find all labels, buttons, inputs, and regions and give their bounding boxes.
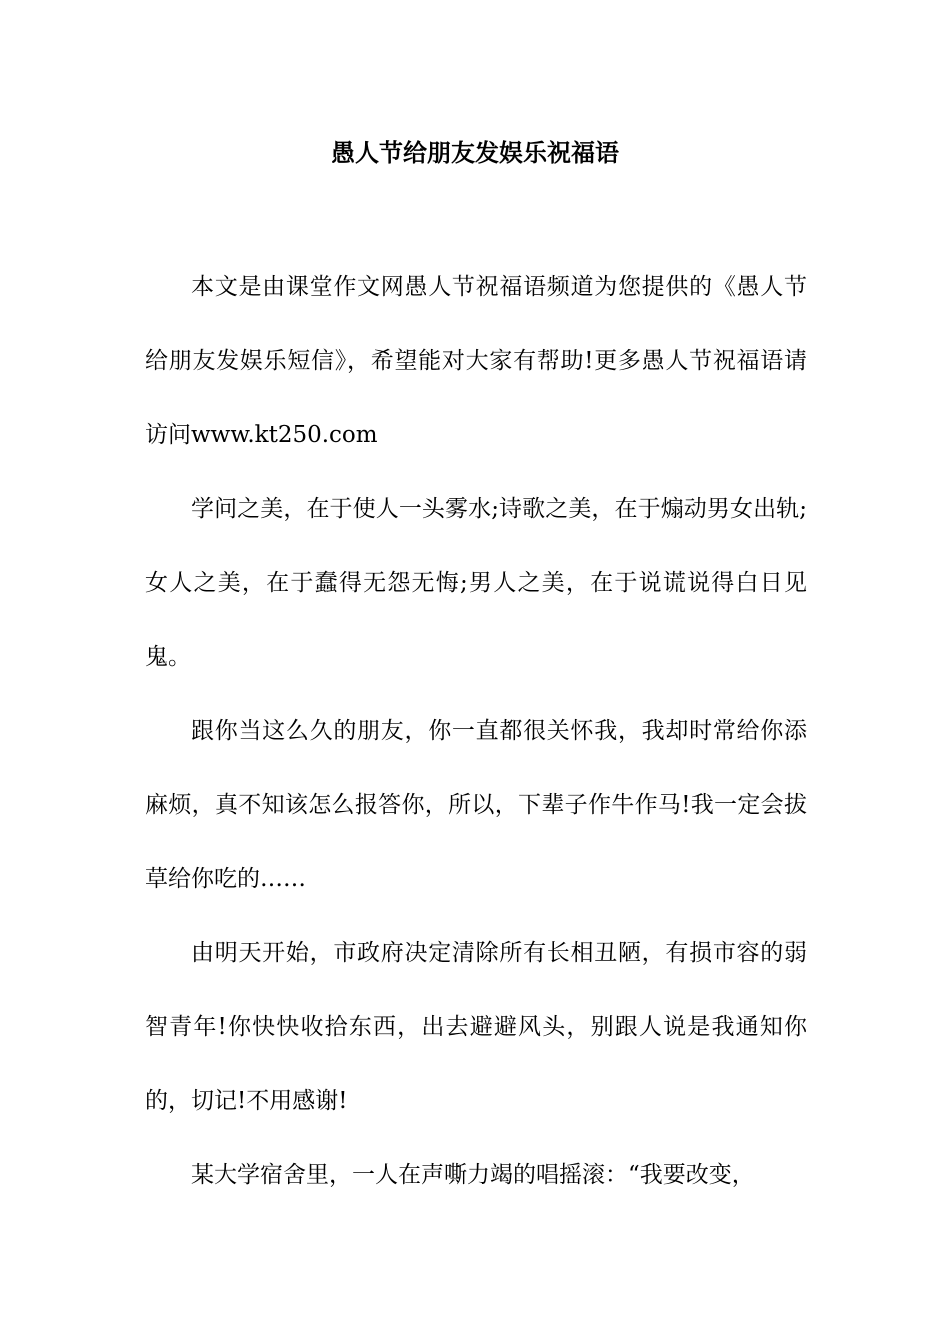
document-title: 愚人节给朋友发娱乐祝福语 <box>331 138 619 167</box>
paragraph-dorm: 某大学宿舍里，一人在声嘶力竭的唱摇滚：“我要改变， <box>191 1162 755 1188</box>
paragraph-intro: 本文是由课堂作文网愚人节祝福语频道为您提供的《愚人节给朋友发娱乐短信》，希望能对大家有帮助!更多愚人节祝福语请访问www.kt250.com <box>145 274 807 448</box>
document-body <box>145 250 807 1212</box>
paragraph-friend: 跟你当这么久的朋友，你一直都很关怀我，我却时常给你添麻烦，真不知该怎么报答你，所以，下辈子作牛作马!我一定会拔草给你吃的…… <box>145 718 807 892</box>
paragraph-beauty: 学问之美，在于使人一头雾水;诗歌之美，在于煽动男女出轨;女人之美，在于蠢得无怨无悔;男人之美，在于说谎说得白日见鬼。 <box>145 496 807 670</box>
paragraph-government: 由明天开始，市政府决定清除所有长相丑陋，有损市容的弱智青年!你快快收拾东西，出去避避风头，别跟人说是我通知你的，切记!不用感谢! <box>145 940 807 1114</box>
